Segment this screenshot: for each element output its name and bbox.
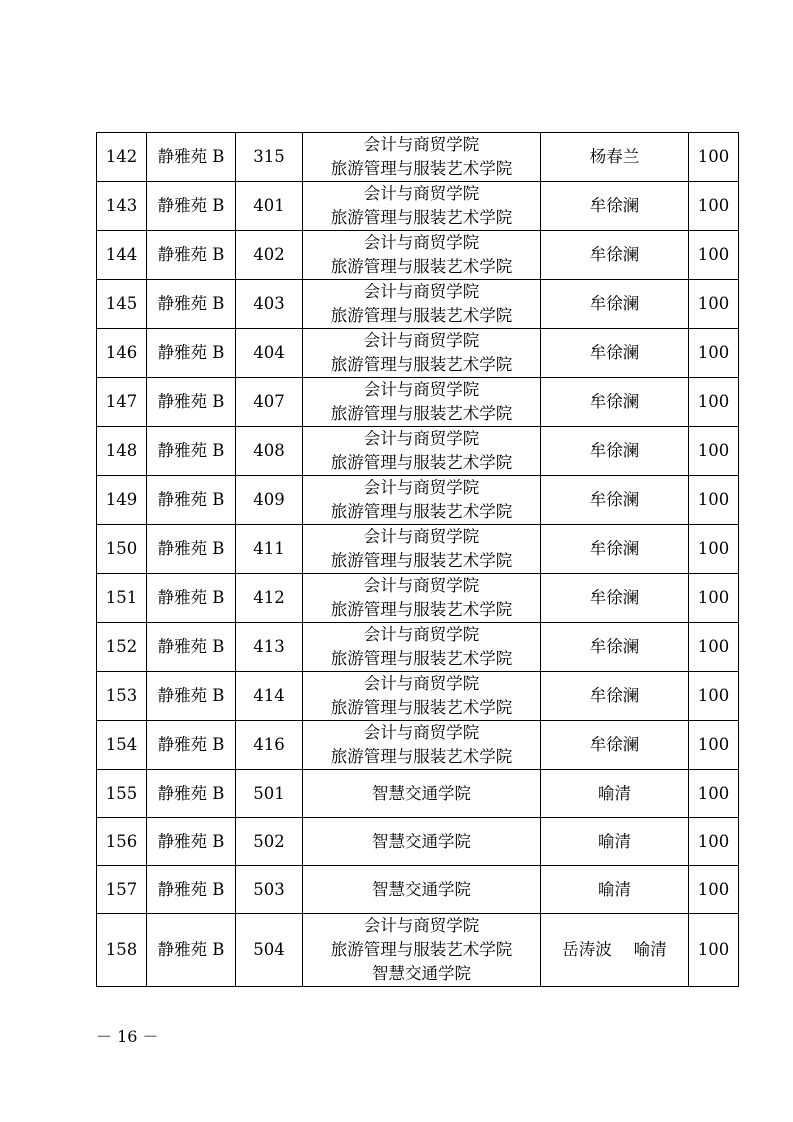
college-name: 会计与商贸学院 — [363, 233, 480, 252]
advisor-name: 牟徐澜 — [589, 245, 640, 264]
college-name: 旅游管理与服装艺术学院 — [330, 306, 513, 325]
score-cell: 100 — [689, 378, 739, 427]
building-cell: 静雅苑 B — [147, 914, 236, 987]
college-name: 旅游管理与服装艺术学院 — [330, 600, 513, 619]
college-cell — [303, 182, 541, 231]
college-name: 会计与商贸学院 — [363, 576, 480, 595]
college-name: 会计与商贸学院 — [363, 135, 480, 154]
table-row — [97, 672, 739, 721]
row-number-cell: 155 — [97, 770, 147, 818]
college-cell — [303, 914, 541, 987]
building-cell: 静雅苑 B — [147, 574, 236, 623]
table-row — [97, 866, 739, 914]
advisor-name: 牟徐澜 — [589, 539, 640, 558]
college-name: 会计与商贸学院 — [363, 916, 480, 935]
college-name: 会计与商贸学院 — [363, 527, 480, 546]
score-cell: 100 — [689, 914, 739, 987]
table-row — [97, 427, 739, 476]
advisor-name: 喻清 — [633, 940, 667, 959]
advisor-name: 牟徐澜 — [589, 490, 640, 509]
row-number-cell: 147 — [97, 378, 147, 427]
score-cell: 100 — [689, 231, 739, 280]
row-number-cell: 148 — [97, 427, 147, 476]
advisor-cell — [541, 231, 689, 280]
advisor-name: 牟徐澜 — [589, 196, 640, 215]
advisor-cell — [541, 280, 689, 329]
room-cell: 504 — [236, 914, 303, 987]
table-row — [97, 280, 739, 329]
college-name: 旅游管理与服装艺术学院 — [330, 208, 513, 227]
table-row — [97, 476, 739, 525]
advisor-name: 牟徐澜 — [589, 686, 640, 705]
advisor-cell — [541, 623, 689, 672]
score-cell: 100 — [689, 182, 739, 231]
score-cell: 100 — [689, 329, 739, 378]
room-cell: 413 — [236, 623, 303, 672]
row-number-cell: 146 — [97, 329, 147, 378]
row-number-cell: 152 — [97, 623, 147, 672]
score-cell: 100 — [689, 525, 739, 574]
college-name: 旅游管理与服装艺术学院 — [330, 940, 513, 959]
building-cell: 静雅苑 B — [147, 280, 236, 329]
advisor-name: 牟徐澜 — [589, 637, 640, 656]
building-cell: 静雅苑 B — [147, 133, 236, 182]
college-cell — [303, 770, 541, 818]
college-name: 智慧交通学院 — [372, 964, 471, 983]
building-cell: 静雅苑 B — [147, 525, 236, 574]
advisor-name: 杨春兰 — [589, 147, 640, 166]
room-cell: 412 — [236, 574, 303, 623]
college-name: 智慧交通学院 — [372, 879, 471, 899]
college-name: 智慧交通学院 — [372, 783, 471, 803]
row-number-cell: 145 — [97, 280, 147, 329]
college-cell — [303, 721, 541, 770]
building-cell: 静雅苑 B — [147, 721, 236, 770]
table-row — [97, 818, 739, 866]
room-cell: 402 — [236, 231, 303, 280]
score-cell: 100 — [689, 672, 739, 721]
college-name: 旅游管理与服装艺术学院 — [330, 502, 513, 521]
advisor-cell — [541, 818, 689, 866]
advisor-cell — [541, 378, 689, 427]
advisor-cell — [541, 721, 689, 770]
building-cell: 静雅苑 B — [147, 770, 236, 818]
table-row — [97, 574, 739, 623]
room-cell: 414 — [236, 672, 303, 721]
college-name: 旅游管理与服装艺术学院 — [330, 355, 513, 374]
advisor-name: 牟徐澜 — [589, 735, 640, 754]
building-cell: 静雅苑 B — [147, 866, 236, 914]
score-cell: 100 — [689, 133, 739, 182]
building-cell: 静雅苑 B — [147, 476, 236, 525]
college-cell — [303, 525, 541, 574]
college-name: 旅游管理与服装艺术学院 — [330, 453, 513, 472]
table-row — [97, 329, 739, 378]
college-cell — [303, 231, 541, 280]
row-number-cell: 144 — [97, 231, 147, 280]
score-cell: 100 — [689, 721, 739, 770]
building-cell: 静雅苑 B — [147, 329, 236, 378]
advisor-cell — [541, 476, 689, 525]
building-cell: 静雅苑 B — [147, 231, 236, 280]
score-cell: 100 — [689, 427, 739, 476]
college-cell — [303, 378, 541, 427]
college-name: 会计与商贸学院 — [363, 184, 480, 203]
college-name: 旅游管理与服装艺术学院 — [330, 404, 513, 423]
college-cell — [303, 476, 541, 525]
advisor-cell — [541, 329, 689, 378]
college-name: 会计与商贸学院 — [363, 478, 480, 497]
college-name: 会计与商贸学院 — [363, 723, 480, 742]
advisor-name: 岳涛波 — [562, 940, 612, 959]
score-cell: 100 — [689, 476, 739, 525]
table-row — [97, 525, 739, 574]
room-cell: 404 — [236, 329, 303, 378]
row-number-cell: 158 — [97, 914, 147, 987]
college-cell — [303, 672, 541, 721]
dormitory-inspection-table — [96, 132, 739, 987]
college-cell — [303, 818, 541, 866]
room-cell: 411 — [236, 525, 303, 574]
advisor-cell — [541, 914, 689, 987]
building-cell: 静雅苑 B — [147, 427, 236, 476]
row-number-cell: 151 — [97, 574, 147, 623]
college-name: 智慧交通学院 — [372, 831, 471, 851]
table-row — [97, 133, 739, 182]
college-name: 会计与商贸学院 — [363, 674, 480, 693]
building-cell: 静雅苑 B — [147, 378, 236, 427]
row-number-cell: 142 — [97, 133, 147, 182]
row-number-cell: 153 — [97, 672, 147, 721]
advisor-cell — [541, 182, 689, 231]
advisor-cell — [541, 525, 689, 574]
row-number-cell: 157 — [97, 866, 147, 914]
advisor-name: 喻清 — [598, 783, 631, 803]
college-cell — [303, 329, 541, 378]
score-cell: 100 — [689, 623, 739, 672]
advisor-cell — [541, 672, 689, 721]
college-name: 会计与商贸学院 — [363, 282, 480, 301]
table-row — [97, 231, 739, 280]
room-cell: 503 — [236, 866, 303, 914]
college-cell — [303, 133, 541, 182]
row-number-cell: 156 — [97, 818, 147, 866]
college-name: 会计与商贸学院 — [363, 625, 480, 644]
table-row — [97, 914, 739, 987]
table-row — [97, 182, 739, 231]
room-cell: 403 — [236, 280, 303, 329]
table-row — [97, 721, 739, 770]
college-cell — [303, 280, 541, 329]
advisor-name: 喻清 — [598, 879, 631, 899]
advisor-cell — [541, 866, 689, 914]
college-cell — [303, 623, 541, 672]
college-cell — [303, 574, 541, 623]
room-cell: 501 — [236, 770, 303, 818]
room-cell: 416 — [236, 721, 303, 770]
advisor-name: 牟徐澜 — [589, 392, 640, 411]
row-number-cell: 149 — [97, 476, 147, 525]
college-name: 旅游管理与服装艺术学院 — [330, 747, 513, 766]
room-cell: 401 — [236, 182, 303, 231]
advisor-cell — [541, 770, 689, 818]
row-number-cell: 150 — [97, 525, 147, 574]
advisor-cell — [541, 574, 689, 623]
score-cell: 100 — [689, 280, 739, 329]
college-cell — [303, 427, 541, 476]
advisor-name: 牟徐澜 — [589, 343, 640, 362]
row-number-cell: 154 — [97, 721, 147, 770]
room-cell: 409 — [236, 476, 303, 525]
room-cell: 315 — [236, 133, 303, 182]
room-cell: 408 — [236, 427, 303, 476]
room-cell: 407 — [236, 378, 303, 427]
table-row — [97, 770, 739, 818]
advisor-name: 牟徐澜 — [589, 588, 640, 607]
table-body — [97, 133, 739, 987]
room-cell: 502 — [236, 818, 303, 866]
table-row — [97, 378, 739, 427]
advisor-name: 牟徐澜 — [589, 294, 640, 313]
college-name: 会计与商贸学院 — [363, 331, 480, 350]
building-cell: 静雅苑 B — [147, 623, 236, 672]
table-row — [97, 623, 739, 672]
page-number: － 16 － — [96, 1027, 159, 1046]
score-cell: 100 — [689, 866, 739, 914]
score-cell: 100 — [689, 574, 739, 623]
college-name: 旅游管理与服装艺术学院 — [330, 159, 513, 178]
college-name: 会计与商贸学院 — [363, 429, 480, 448]
building-cell: 静雅苑 B — [147, 182, 236, 231]
building-cell: 静雅苑 B — [147, 818, 236, 866]
row-number-cell: 143 — [97, 182, 147, 231]
college-name: 旅游管理与服装艺术学院 — [330, 551, 513, 570]
advisor-cell — [541, 427, 689, 476]
college-name: 旅游管理与服装艺术学院 — [330, 698, 513, 717]
score-cell: 100 — [689, 818, 739, 866]
advisor-name: 喻清 — [598, 831, 631, 851]
college-name: 旅游管理与服装艺术学院 — [330, 649, 513, 668]
score-cell: 100 — [689, 770, 739, 818]
advisor-name: 牟徐澜 — [589, 441, 640, 460]
college-name: 旅游管理与服装艺术学院 — [330, 257, 513, 276]
college-name: 会计与商贸学院 — [363, 380, 480, 399]
advisor-cell — [541, 133, 689, 182]
building-cell: 静雅苑 B — [147, 672, 236, 721]
college-cell — [303, 866, 541, 914]
